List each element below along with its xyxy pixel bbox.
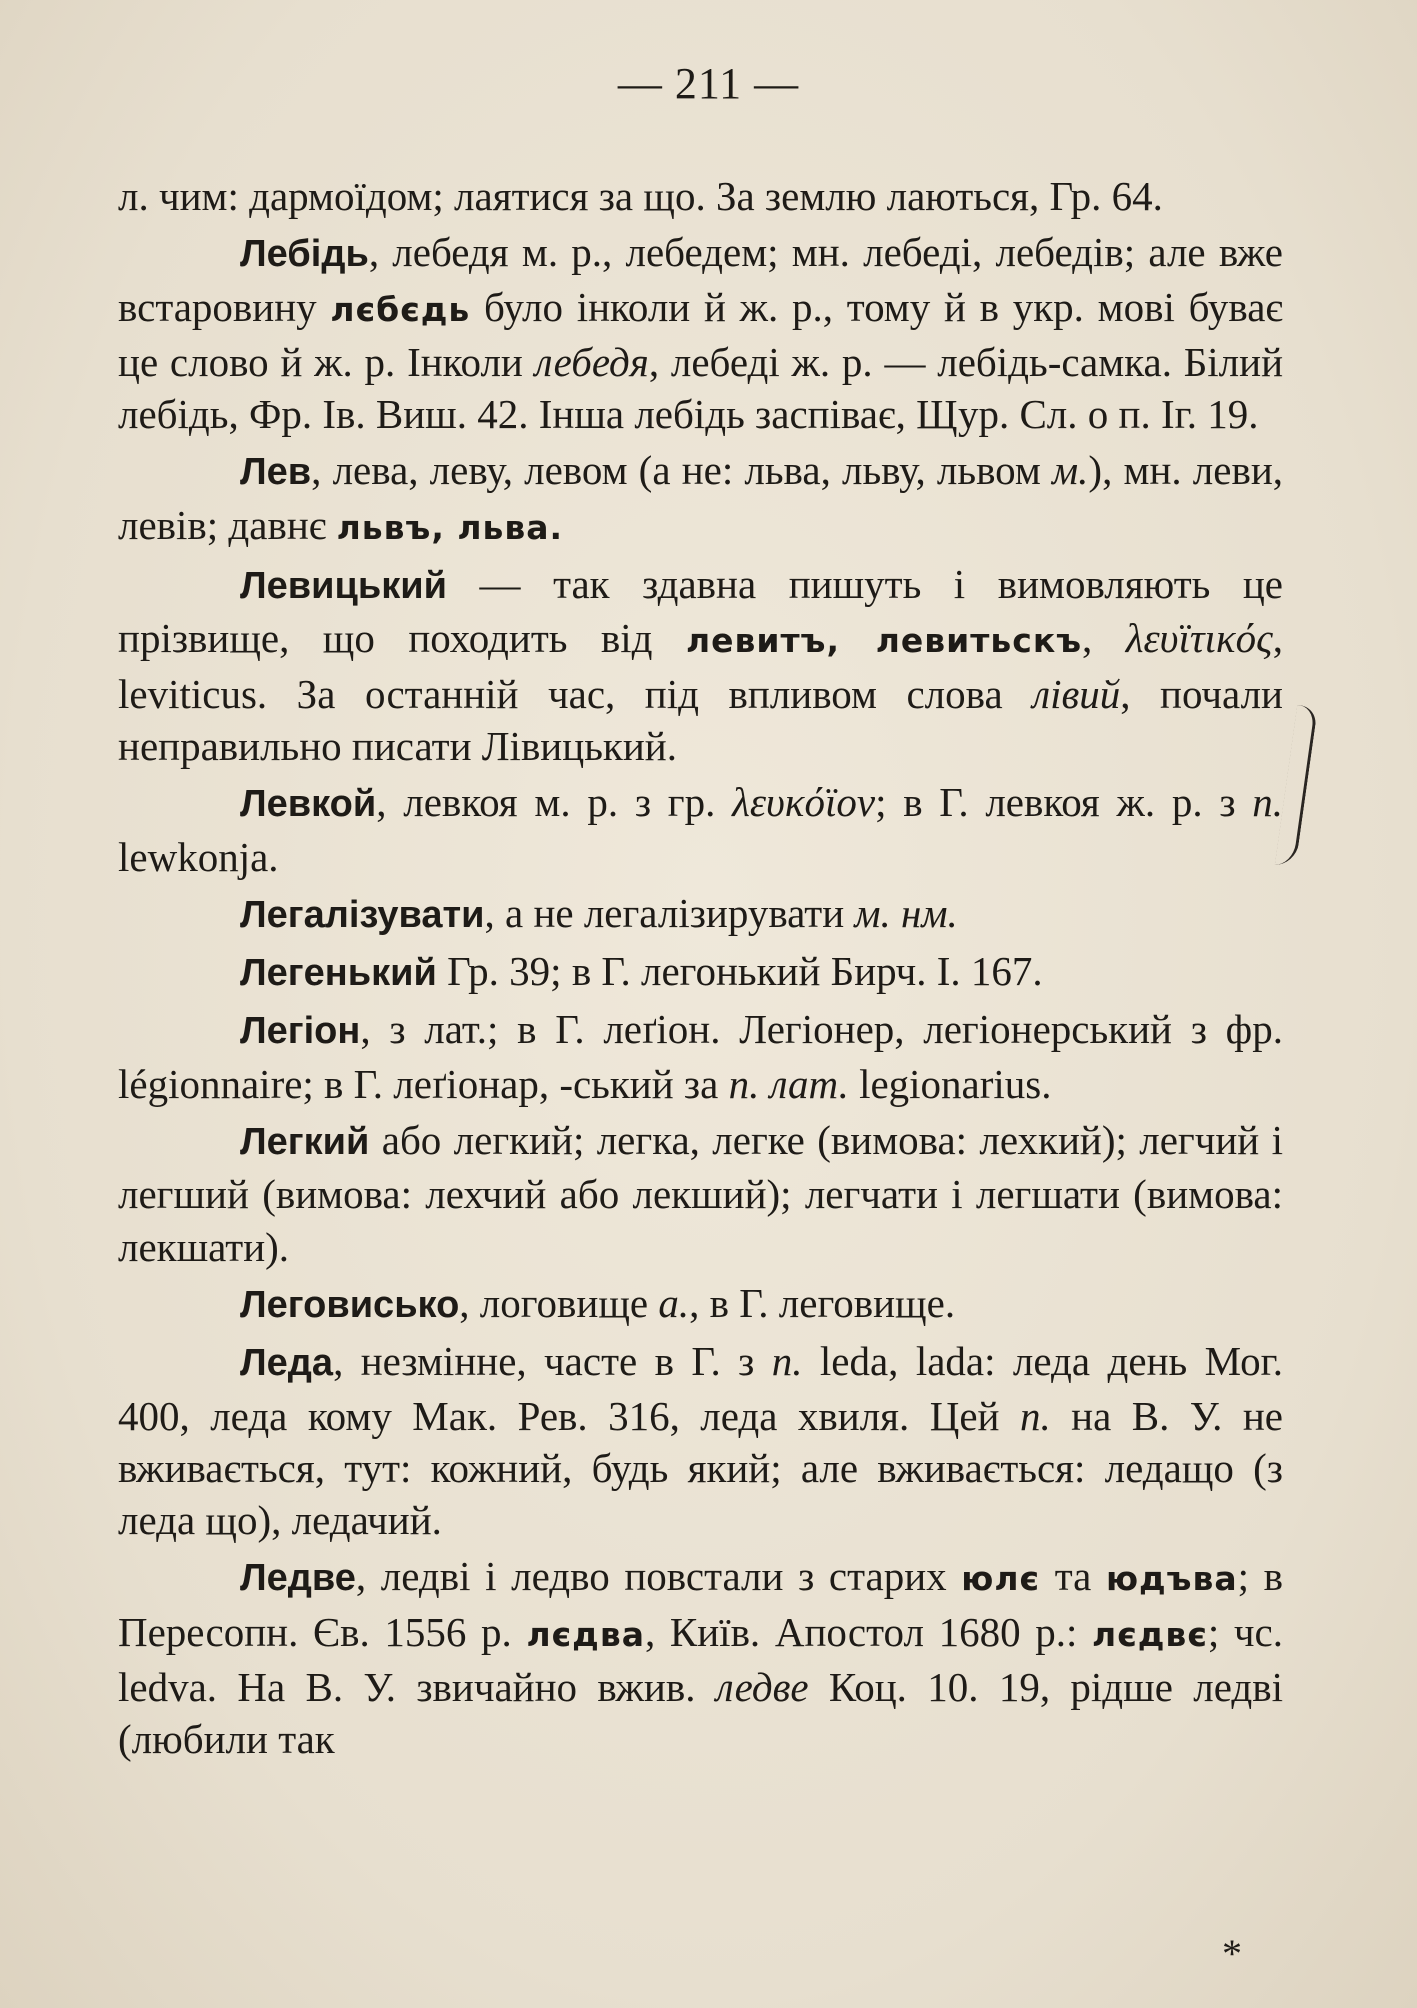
italic-text: п. — [771, 1338, 803, 1385]
entry-text: lewkonja. — [118, 833, 279, 880]
entry-headword: Легкий — [240, 1121, 370, 1164]
entry-text: , лева, леву, левом (а не: льва, льву, львом — [311, 447, 1052, 494]
entry-text: , з лат.; в Г. леґіон. Легіонер, легіонерський з фр. légionnaire; в Г. леґіонар, -ський за — [118, 1006, 1283, 1107]
entry-text: , ледві і ледво повстали з старих — [355, 1553, 962, 1600]
entry-text: legionarius. — [848, 1060, 1052, 1107]
continued-paragraph — [118, 170, 1283, 222]
old-slavonic-form: левитъ, левитьскъ — [685, 621, 1083, 661]
entry-text: , лебеді ж. р. — лебідь-самка. Білий лебідь, Фр. Ів. Виш. 42. Інша лебідь заспіває, Щур. Сл. о п. Іг. 19. — [118, 338, 1284, 438]
italic-text: п. лат. — [728, 1060, 849, 1107]
entry-text: — так здавна пишуть і вимовляють це прізвище, що походить від — [118, 561, 1283, 662]
italic-text: а. — [658, 1279, 690, 1326]
entry-text: та — [1040, 1553, 1106, 1600]
entry-text: , лебедя м. р., лебедем; мн. лебеді, лебедів; але вже встаровину — [118, 229, 1283, 330]
entry-text: або легкий; легка, легке (вимова: лехкий); легчий і легший (вимова: лехчий або лекший); легчати і легшати (вимова: лекшати). — [118, 1117, 1283, 1270]
old-slavonic-form: лєдва — [526, 1614, 645, 1654]
dictionary-entry — [118, 558, 1283, 772]
italic-text: λευκόϊον — [732, 779, 876, 826]
old-slavonic-form: лєдвє — [1092, 1614, 1208, 1654]
dictionary-entry — [118, 1335, 1283, 1546]
old-slavonic-form: львъ, льва. — [336, 507, 564, 547]
dictionary-entry — [118, 945, 1283, 999]
entry-headword: Леговисько — [240, 1283, 460, 1326]
entry-text: ), мн. леви, левів; давнє — [118, 447, 1284, 548]
entry-text: ; чс. ledva. На В. У. звичайно вжив. — [118, 1608, 1283, 1711]
entry-text: ; в Г. левкоя ж. р. з — [875, 779, 1253, 826]
old-slavonic-form: лєбєдь — [330, 289, 471, 329]
entry-text: , почали неправильно писати Лівицький. — [118, 670, 1283, 769]
page-number: — 211 — — [617, 59, 800, 108]
italic-text: λευϊτικός — [1125, 615, 1273, 662]
dictionary-entry — [118, 1277, 1283, 1331]
italic-text: лебедя — [534, 338, 649, 385]
dictionary-text — [118, 170, 1283, 1770]
old-slavonic-form: юлє — [961, 1559, 1041, 1599]
entry-headword: Легенький — [240, 952, 437, 995]
entry-text: Гр. 39; в Г. легонький Бирч. І. 167. — [436, 948, 1043, 995]
entry-text: на В. У. не вживається, тут: кожний, будь який; але вживається: ледащо (з леда що), ледачий. — [118, 1392, 1283, 1544]
italic-text: лівий — [1032, 670, 1121, 717]
entry-text: л. чим: дармоїдом; лаятися за що. За землю лаються, Гр. 64. — [118, 173, 1163, 219]
entry-text: , в Г. леговище. — [689, 1279, 956, 1326]
entry-headword: Легалізувати — [240, 893, 485, 936]
entry-text: було інколи й ж. р., тому й в укр. мові буває це слово й ж. р. Інколи — [118, 283, 1283, 385]
entry-text: ; в Пересопн. Єв. 1556 р. — [118, 1553, 1284, 1655]
italic-text: п. — [1019, 1392, 1051, 1439]
italic-text: м. нм. — [854, 889, 958, 936]
italic-text: п. — [1252, 779, 1283, 826]
dictionary-entry — [118, 1550, 1283, 1765]
entry-headword: Лебідь — [240, 233, 369, 276]
entry-headword: Левкой — [240, 783, 377, 826]
dictionary-entry — [118, 1003, 1283, 1110]
dictionary-entry — [118, 776, 1283, 883]
entry-text: , левкоя м. р. з гр. — [376, 779, 733, 826]
entry-text: , Київ. Апостол 1680 р.: — [644, 1608, 1093, 1655]
entry-headword: Левицький — [240, 565, 447, 608]
entry-text: , логовище — [459, 1279, 659, 1326]
entry-text: , а не легалізирувати — [484, 889, 855, 936]
dictionary-entry — [118, 887, 1283, 941]
dictionary-entry — [118, 444, 1283, 554]
entry-text: leda, lada: леда день Мог. 400, леда кому Мак. Рев. 316, леда хвиля. Цей — [118, 1338, 1284, 1439]
italic-text: м. — [1052, 447, 1089, 494]
entry-text: , незмінне, часте в Г. з — [333, 1338, 772, 1385]
entry-headword: Легіон — [240, 1010, 361, 1053]
entry-headword: Леда — [240, 1342, 334, 1385]
entry-headword: Ледве — [240, 1557, 356, 1600]
footer-asterisk: * — [1222, 1931, 1242, 1976]
italic-text: ледве — [715, 1664, 809, 1711]
dictionary-entry — [118, 1114, 1283, 1273]
entry-text: , leviticus. За останній час, під впливом слова — [118, 615, 1283, 717]
entry-headword: Лев — [240, 451, 312, 494]
old-slavonic-form: юдъва — [1105, 1559, 1238, 1599]
entry-text: , — [1082, 615, 1126, 662]
dictionary-entry — [118, 226, 1283, 440]
entry-text: Коц. 10. 19, рідше ледві (любили так — [118, 1664, 1283, 1763]
